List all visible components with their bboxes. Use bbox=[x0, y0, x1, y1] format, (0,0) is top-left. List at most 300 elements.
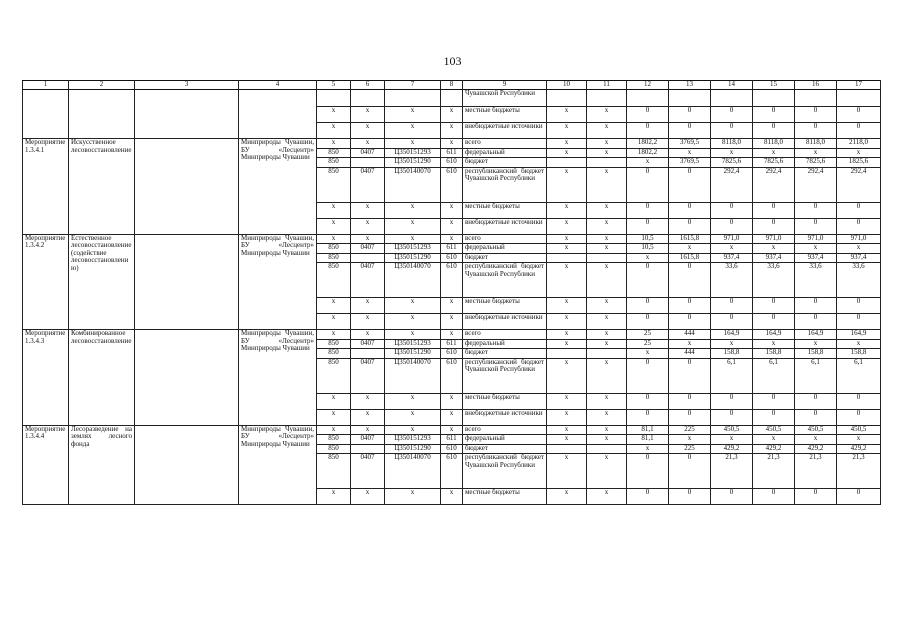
year-value-cell: 10,5 bbox=[627, 234, 669, 244]
col-11-cell: x bbox=[587, 218, 627, 234]
year-value-cell: 0 bbox=[753, 489, 795, 505]
event-code-cell: Мероприятие 1.3.4.3 bbox=[23, 330, 69, 426]
year-value-cell: 0 bbox=[627, 489, 669, 505]
kbk-type-cell: 611 bbox=[441, 148, 463, 158]
year-value-cell: 3769,5 bbox=[669, 158, 711, 168]
funding-source-cell: всего bbox=[463, 234, 547, 244]
year-value-cell: 0 bbox=[711, 298, 753, 314]
kbk-target-cell: Ц350140070 bbox=[385, 167, 441, 202]
year-value-cell: 0 bbox=[753, 393, 795, 409]
kbk-admin-cell: 850 bbox=[317, 158, 351, 168]
year-value-cell: 0 bbox=[627, 409, 669, 425]
event-code-cell: Мероприятие 1.3.4.2 bbox=[23, 234, 69, 330]
col-11-cell bbox=[587, 444, 627, 454]
funding-source-cell: всего bbox=[463, 425, 547, 435]
col-10-cell: x bbox=[547, 202, 587, 218]
year-value-cell: 444 bbox=[669, 349, 711, 359]
year-value-cell: 0 bbox=[711, 314, 753, 330]
year-value-cell: 1802,2 bbox=[627, 139, 669, 149]
event-code-cell: Мероприятие 1.3.4.4 bbox=[23, 425, 69, 505]
year-value-cell: 292,4 bbox=[795, 167, 837, 202]
year-value-cell: 6,1 bbox=[795, 358, 837, 393]
kbk-target-cell: x bbox=[385, 234, 441, 244]
col-11-cell bbox=[587, 90, 627, 107]
funding-source-cell: федеральный bbox=[463, 244, 547, 254]
column-number-17: 17 bbox=[837, 81, 881, 90]
year-value-cell: 971,0 bbox=[795, 234, 837, 244]
kbk-type-cell: 611 bbox=[441, 244, 463, 254]
kbk-section-cell bbox=[351, 90, 385, 107]
funding-source-cell: бюджет bbox=[463, 444, 547, 454]
kbk-admin-cell: x bbox=[317, 123, 351, 139]
kbk-admin-cell: x bbox=[317, 330, 351, 340]
year-value-cell: x bbox=[669, 339, 711, 349]
kbk-admin-cell: 850 bbox=[317, 339, 351, 349]
kbk-target-cell: Ц350140070 bbox=[385, 454, 441, 489]
year-value-cell: 21,3 bbox=[837, 454, 881, 489]
year-value-cell: 0 bbox=[795, 123, 837, 139]
column-number-9: 9 bbox=[463, 81, 547, 90]
event-name-cell: Лесоразведение на землях лесного фонда bbox=[69, 425, 135, 505]
year-value-cell: 0 bbox=[753, 409, 795, 425]
col-11-cell bbox=[587, 349, 627, 359]
year-value-cell: x bbox=[753, 339, 795, 349]
year-value-cell: 0 bbox=[669, 123, 711, 139]
col-11-cell: x bbox=[587, 409, 627, 425]
col-11-cell: x bbox=[587, 425, 627, 435]
year-value-cell: 1802,2 bbox=[627, 148, 669, 158]
kbk-section-cell: 0407 bbox=[351, 454, 385, 489]
col-11-cell: x bbox=[587, 167, 627, 202]
funding-source-cell: внебюджетные источники bbox=[463, 314, 547, 330]
year-value-cell: 0 bbox=[711, 123, 753, 139]
year-value-cell bbox=[669, 90, 711, 107]
kbk-admin-cell: x bbox=[317, 218, 351, 234]
year-value-cell: 6,1 bbox=[711, 358, 753, 393]
kbk-section-cell: x bbox=[351, 298, 385, 314]
column-number-row bbox=[23, 81, 881, 90]
year-value-cell: 450,5 bbox=[795, 425, 837, 435]
kbk-type-cell: 611 bbox=[441, 435, 463, 445]
year-value-cell: 225 bbox=[669, 425, 711, 435]
col-3-cell bbox=[135, 90, 239, 139]
kbk-admin-cell: x bbox=[317, 425, 351, 435]
year-value-cell: x bbox=[837, 435, 881, 445]
kbk-admin-cell: 850 bbox=[317, 244, 351, 254]
year-value-cell: 0 bbox=[627, 393, 669, 409]
col-10-cell: x bbox=[547, 167, 587, 202]
year-value-cell: 8118,0 bbox=[795, 139, 837, 149]
kbk-admin-cell: 850 bbox=[317, 435, 351, 445]
year-value-cell: 444 bbox=[669, 330, 711, 340]
kbk-type-cell: x bbox=[441, 107, 463, 123]
funding-source-cell: республиканский бюджет Чувашской Республики bbox=[463, 358, 547, 393]
funding-source-cell: федеральный bbox=[463, 339, 547, 349]
col-11-cell: x bbox=[587, 393, 627, 409]
kbk-target-cell: x bbox=[385, 330, 441, 340]
year-value-cell: x bbox=[627, 158, 669, 168]
column-number-6: 6 bbox=[351, 81, 385, 90]
table-row bbox=[23, 425, 881, 435]
kbk-section-cell bbox=[351, 253, 385, 263]
kbk-section-cell: 0407 bbox=[351, 358, 385, 393]
col-10-cell: x bbox=[547, 123, 587, 139]
executor-cell: Минприроды Чувашии, БУ «Лесцентр» Минприроды Чувашии bbox=[239, 139, 317, 235]
year-value-cell: 158,8 bbox=[837, 349, 881, 359]
col-11-cell: x bbox=[587, 330, 627, 340]
year-value-cell: 937,4 bbox=[837, 253, 881, 263]
year-value-cell: 0 bbox=[795, 489, 837, 505]
year-value-cell: 164,9 bbox=[753, 330, 795, 340]
col-10-cell bbox=[547, 444, 587, 454]
kbk-type-cell: 610 bbox=[441, 263, 463, 298]
kbk-type-cell: x bbox=[441, 123, 463, 139]
col-11-cell: x bbox=[587, 314, 627, 330]
year-value-cell: 25 bbox=[627, 330, 669, 340]
col-10-cell: x bbox=[547, 425, 587, 435]
year-value-cell: 0 bbox=[753, 123, 795, 139]
year-value-cell: 0 bbox=[669, 263, 711, 298]
kbk-admin-cell: 850 bbox=[317, 167, 351, 202]
year-value-cell: 6,1 bbox=[753, 358, 795, 393]
event-code-cell bbox=[23, 90, 69, 139]
kbk-admin-cell: 850 bbox=[317, 263, 351, 298]
year-value-cell: x bbox=[837, 244, 881, 254]
year-value-cell: 0 bbox=[837, 409, 881, 425]
year-value-cell: 0 bbox=[753, 218, 795, 234]
table-header bbox=[23, 81, 881, 90]
col-11-cell: x bbox=[587, 202, 627, 218]
year-value-cell: 7825,6 bbox=[753, 158, 795, 168]
year-value-cell: 937,4 bbox=[753, 253, 795, 263]
year-value-cell: 0 bbox=[669, 167, 711, 202]
year-value-cell: 21,3 bbox=[711, 454, 753, 489]
kbk-target-cell: Ц350151293 bbox=[385, 148, 441, 158]
funding-source-cell: республиканский бюджет Чувашской Республики bbox=[463, 167, 547, 202]
column-number-16: 16 bbox=[795, 81, 837, 90]
col-10-cell: x bbox=[547, 298, 587, 314]
col-11-cell: x bbox=[587, 107, 627, 123]
year-value-cell: 8118,0 bbox=[711, 139, 753, 149]
kbk-type-cell: x bbox=[441, 489, 463, 505]
year-value-cell: 0 bbox=[711, 107, 753, 123]
year-value-cell bbox=[753, 90, 795, 107]
kbk-target-cell: Ц350151290 bbox=[385, 444, 441, 454]
table-row bbox=[23, 139, 881, 149]
year-value-cell: x bbox=[837, 148, 881, 158]
col-10-cell: x bbox=[547, 393, 587, 409]
table-body bbox=[23, 90, 881, 505]
kbk-section-cell: 0407 bbox=[351, 435, 385, 445]
year-value-cell bbox=[627, 90, 669, 107]
kbk-target-cell: Ц350151293 bbox=[385, 244, 441, 254]
kbk-target-cell: Ц350151290 bbox=[385, 349, 441, 359]
col-10-cell: x bbox=[547, 314, 587, 330]
year-value-cell: x bbox=[837, 339, 881, 349]
year-value-cell: 0 bbox=[837, 298, 881, 314]
year-value-cell: 0 bbox=[795, 298, 837, 314]
year-value-cell: 0 bbox=[669, 298, 711, 314]
page-number: 103 bbox=[443, 54, 462, 68]
col-11-cell: x bbox=[587, 139, 627, 149]
col-3-cell bbox=[135, 330, 239, 426]
table-row bbox=[23, 90, 881, 107]
year-value-cell: 33,6 bbox=[795, 263, 837, 298]
kbk-admin-cell: x bbox=[317, 393, 351, 409]
kbk-admin-cell: x bbox=[317, 409, 351, 425]
year-value-cell: 33,6 bbox=[753, 263, 795, 298]
kbk-type-cell: x bbox=[441, 202, 463, 218]
year-value-cell: 158,8 bbox=[711, 349, 753, 359]
year-value-cell: 0 bbox=[669, 454, 711, 489]
kbk-section-cell: 0407 bbox=[351, 148, 385, 158]
year-value-cell: x bbox=[795, 148, 837, 158]
kbk-section-cell: x bbox=[351, 425, 385, 435]
kbk-target-cell: x bbox=[385, 107, 441, 123]
year-value-cell: x bbox=[669, 435, 711, 445]
col-10-cell: x bbox=[547, 107, 587, 123]
year-value-cell: 0 bbox=[627, 358, 669, 393]
year-value-cell: 81,1 bbox=[627, 425, 669, 435]
table-row bbox=[23, 234, 881, 244]
kbk-target-cell: x bbox=[385, 139, 441, 149]
year-value-cell: 937,4 bbox=[711, 253, 753, 263]
year-value-cell: 450,5 bbox=[711, 425, 753, 435]
kbk-target-cell: Ц350151290 bbox=[385, 253, 441, 263]
year-value-cell: 3769,5 bbox=[669, 139, 711, 149]
year-value-cell: 429,2 bbox=[753, 444, 795, 454]
year-value-cell: 0 bbox=[795, 202, 837, 218]
kbk-section-cell: x bbox=[351, 393, 385, 409]
kbk-admin-cell: x bbox=[317, 234, 351, 244]
year-value-cell: 0 bbox=[795, 409, 837, 425]
year-value-cell bbox=[837, 90, 881, 107]
col-11-cell: x bbox=[587, 234, 627, 244]
kbk-target-cell: x bbox=[385, 425, 441, 435]
funding-source-cell: внебюджетные источники bbox=[463, 218, 547, 234]
kbk-type-cell: 610 bbox=[441, 444, 463, 454]
year-value-cell: 971,0 bbox=[711, 234, 753, 244]
event-name-cell: Искусственное лесовосстановление bbox=[69, 139, 135, 235]
year-value-cell: x bbox=[627, 349, 669, 359]
kbk-target-cell bbox=[385, 90, 441, 107]
funding-source-cell: внебюджетные источники bbox=[463, 409, 547, 425]
year-value-cell: 1615,8 bbox=[669, 253, 711, 263]
year-value-cell: 7825,6 bbox=[711, 158, 753, 168]
year-value-cell: 0 bbox=[627, 454, 669, 489]
col-10-cell: x bbox=[547, 435, 587, 445]
kbk-type-cell: x bbox=[441, 234, 463, 244]
year-value-cell: x bbox=[711, 148, 753, 158]
year-value-cell: 2118,0 bbox=[837, 139, 881, 149]
year-value-cell: x bbox=[627, 253, 669, 263]
year-value-cell: 971,0 bbox=[753, 234, 795, 244]
year-value-cell: 158,8 bbox=[753, 349, 795, 359]
event-code-cell: Мероприятие 1.3.4.1 bbox=[23, 139, 69, 235]
kbk-section-cell: 0407 bbox=[351, 339, 385, 349]
year-value-cell: 0 bbox=[627, 263, 669, 298]
kbk-type-cell: 610 bbox=[441, 454, 463, 489]
column-number-13: 13 bbox=[669, 81, 711, 90]
year-value-cell: 6,1 bbox=[837, 358, 881, 393]
kbk-admin-cell: x bbox=[317, 202, 351, 218]
year-value-cell: 0 bbox=[627, 314, 669, 330]
column-number-4: 4 bbox=[239, 81, 317, 90]
column-number-8: 8 bbox=[441, 81, 463, 90]
col-3-cell bbox=[135, 139, 239, 235]
year-value-cell: x bbox=[711, 435, 753, 445]
col-11-cell bbox=[587, 158, 627, 168]
column-number-2: 2 bbox=[69, 81, 135, 90]
year-value-cell: 0 bbox=[795, 393, 837, 409]
kbk-target-cell: x bbox=[385, 218, 441, 234]
kbk-admin-cell: x bbox=[317, 298, 351, 314]
year-value-cell: 225 bbox=[669, 444, 711, 454]
year-value-cell: 0 bbox=[837, 393, 881, 409]
funding-source-cell: бюджет bbox=[463, 253, 547, 263]
col-11-cell: x bbox=[587, 454, 627, 489]
year-value-cell: 0 bbox=[711, 218, 753, 234]
col-11-cell: x bbox=[587, 489, 627, 505]
kbk-type-cell: x bbox=[441, 314, 463, 330]
funding-source-cell: республиканский бюджет Чувашской Республики bbox=[463, 263, 547, 298]
col-10-cell: x bbox=[547, 454, 587, 489]
year-value-cell: 0 bbox=[753, 202, 795, 218]
col-10-cell bbox=[547, 158, 587, 168]
kbk-type-cell: 610 bbox=[441, 167, 463, 202]
kbk-type-cell: x bbox=[441, 409, 463, 425]
year-value-cell: 0 bbox=[627, 123, 669, 139]
year-value-cell bbox=[795, 90, 837, 107]
year-value-cell: 8118,0 bbox=[753, 139, 795, 149]
kbk-admin-cell: 850 bbox=[317, 358, 351, 393]
table-row bbox=[23, 330, 881, 340]
column-number-10: 10 bbox=[547, 81, 587, 90]
year-value-cell: 0 bbox=[837, 314, 881, 330]
year-value-cell: 0 bbox=[669, 393, 711, 409]
col-11-cell: x bbox=[587, 298, 627, 314]
kbk-section-cell: x bbox=[351, 409, 385, 425]
kbk-admin-cell: x bbox=[317, 489, 351, 505]
year-value-cell: 0 bbox=[711, 409, 753, 425]
kbk-target-cell: x bbox=[385, 123, 441, 139]
year-value-cell: 158,8 bbox=[795, 349, 837, 359]
year-value-cell: 0 bbox=[753, 298, 795, 314]
year-value-cell: 0 bbox=[795, 218, 837, 234]
col-10-cell bbox=[547, 253, 587, 263]
executor-cell bbox=[239, 90, 317, 139]
year-value-cell: 292,4 bbox=[837, 167, 881, 202]
year-value-cell: x bbox=[795, 244, 837, 254]
kbk-target-cell: Ц350140070 bbox=[385, 358, 441, 393]
executor-cell: Минприроды Чувашии, БУ «Лесцентр» Минприроды Чувашии bbox=[239, 234, 317, 330]
year-value-cell: 0 bbox=[837, 202, 881, 218]
funding-source-cell: местные бюджеты bbox=[463, 107, 547, 123]
year-value-cell: 0 bbox=[837, 489, 881, 505]
year-value-cell: 292,4 bbox=[711, 167, 753, 202]
executor-cell: Минприроды Чувашии, БУ «Лесцентр» Минприроды Чувашии bbox=[239, 425, 317, 505]
year-value-cell: 292,4 bbox=[753, 167, 795, 202]
col-11-cell bbox=[587, 253, 627, 263]
funding-source-cell: внебюджетные источники bbox=[463, 123, 547, 139]
year-value-cell: 0 bbox=[627, 298, 669, 314]
year-value-cell: 0 bbox=[669, 489, 711, 505]
kbk-admin-cell bbox=[317, 90, 351, 107]
year-value-cell: 0 bbox=[627, 167, 669, 202]
year-value-cell: x bbox=[627, 444, 669, 454]
kbk-type-cell: x bbox=[441, 425, 463, 435]
year-value-cell: 0 bbox=[627, 218, 669, 234]
kbk-section-cell: x bbox=[351, 107, 385, 123]
kbk-target-cell: Ц350151293 bbox=[385, 339, 441, 349]
col-11-cell: x bbox=[587, 263, 627, 298]
year-value-cell: 21,3 bbox=[795, 454, 837, 489]
kbk-target-cell: Ц350151293 bbox=[385, 435, 441, 445]
year-value-cell: x bbox=[669, 148, 711, 158]
kbk-admin-cell: 850 bbox=[317, 148, 351, 158]
year-value-cell: 0 bbox=[669, 218, 711, 234]
event-name-cell: Комбинированное лесовосстановление bbox=[69, 330, 135, 426]
funding-source-cell: бюджет bbox=[463, 158, 547, 168]
funding-source-cell: местные бюджеты bbox=[463, 202, 547, 218]
kbk-section-cell: 0407 bbox=[351, 167, 385, 202]
year-value-cell: 429,2 bbox=[795, 444, 837, 454]
year-value-cell: 0 bbox=[669, 314, 711, 330]
col-3-cell bbox=[135, 425, 239, 505]
year-value-cell: 0 bbox=[753, 314, 795, 330]
kbk-target-cell: Ц350151290 bbox=[385, 158, 441, 168]
year-value-cell: 33,6 bbox=[837, 263, 881, 298]
year-value-cell: 0 bbox=[711, 489, 753, 505]
kbk-section-cell: 0407 bbox=[351, 263, 385, 298]
kbk-section-cell: x bbox=[351, 489, 385, 505]
year-value-cell: 0 bbox=[669, 202, 711, 218]
kbk-target-cell: Ц350140070 bbox=[385, 263, 441, 298]
col-11-cell: x bbox=[587, 123, 627, 139]
column-number-3: 3 bbox=[135, 81, 239, 90]
col-10-cell: x bbox=[547, 358, 587, 393]
event-name-cell bbox=[69, 90, 135, 139]
year-value-cell: 164,9 bbox=[795, 330, 837, 340]
year-value-cell: 450,5 bbox=[753, 425, 795, 435]
kbk-type-cell: x bbox=[441, 139, 463, 149]
funding-source-cell: всего bbox=[463, 330, 547, 340]
year-value-cell: 0 bbox=[627, 107, 669, 123]
kbk-section-cell bbox=[351, 444, 385, 454]
kbk-target-cell: x bbox=[385, 202, 441, 218]
kbk-target-cell: x bbox=[385, 489, 441, 505]
funding-source-cell: местные бюджеты bbox=[463, 393, 547, 409]
col-10-cell bbox=[547, 349, 587, 359]
column-number-5: 5 bbox=[317, 81, 351, 90]
col-10-cell: x bbox=[547, 409, 587, 425]
year-value-cell: 33,6 bbox=[711, 263, 753, 298]
year-value-cell: x bbox=[669, 244, 711, 254]
kbk-target-cell: x bbox=[385, 298, 441, 314]
kbk-section-cell: x bbox=[351, 218, 385, 234]
year-value-cell: 164,9 bbox=[837, 330, 881, 340]
year-value-cell: 0 bbox=[837, 107, 881, 123]
kbk-type-cell: x bbox=[441, 298, 463, 314]
kbk-type-cell bbox=[441, 90, 463, 107]
year-value-cell: 7825,6 bbox=[795, 158, 837, 168]
kbk-type-cell: 610 bbox=[441, 358, 463, 393]
kbk-type-cell: x bbox=[441, 393, 463, 409]
col-3-cell bbox=[135, 234, 239, 330]
year-value-cell: 0 bbox=[795, 314, 837, 330]
budget-table bbox=[22, 80, 881, 505]
col-10-cell: x bbox=[547, 339, 587, 349]
